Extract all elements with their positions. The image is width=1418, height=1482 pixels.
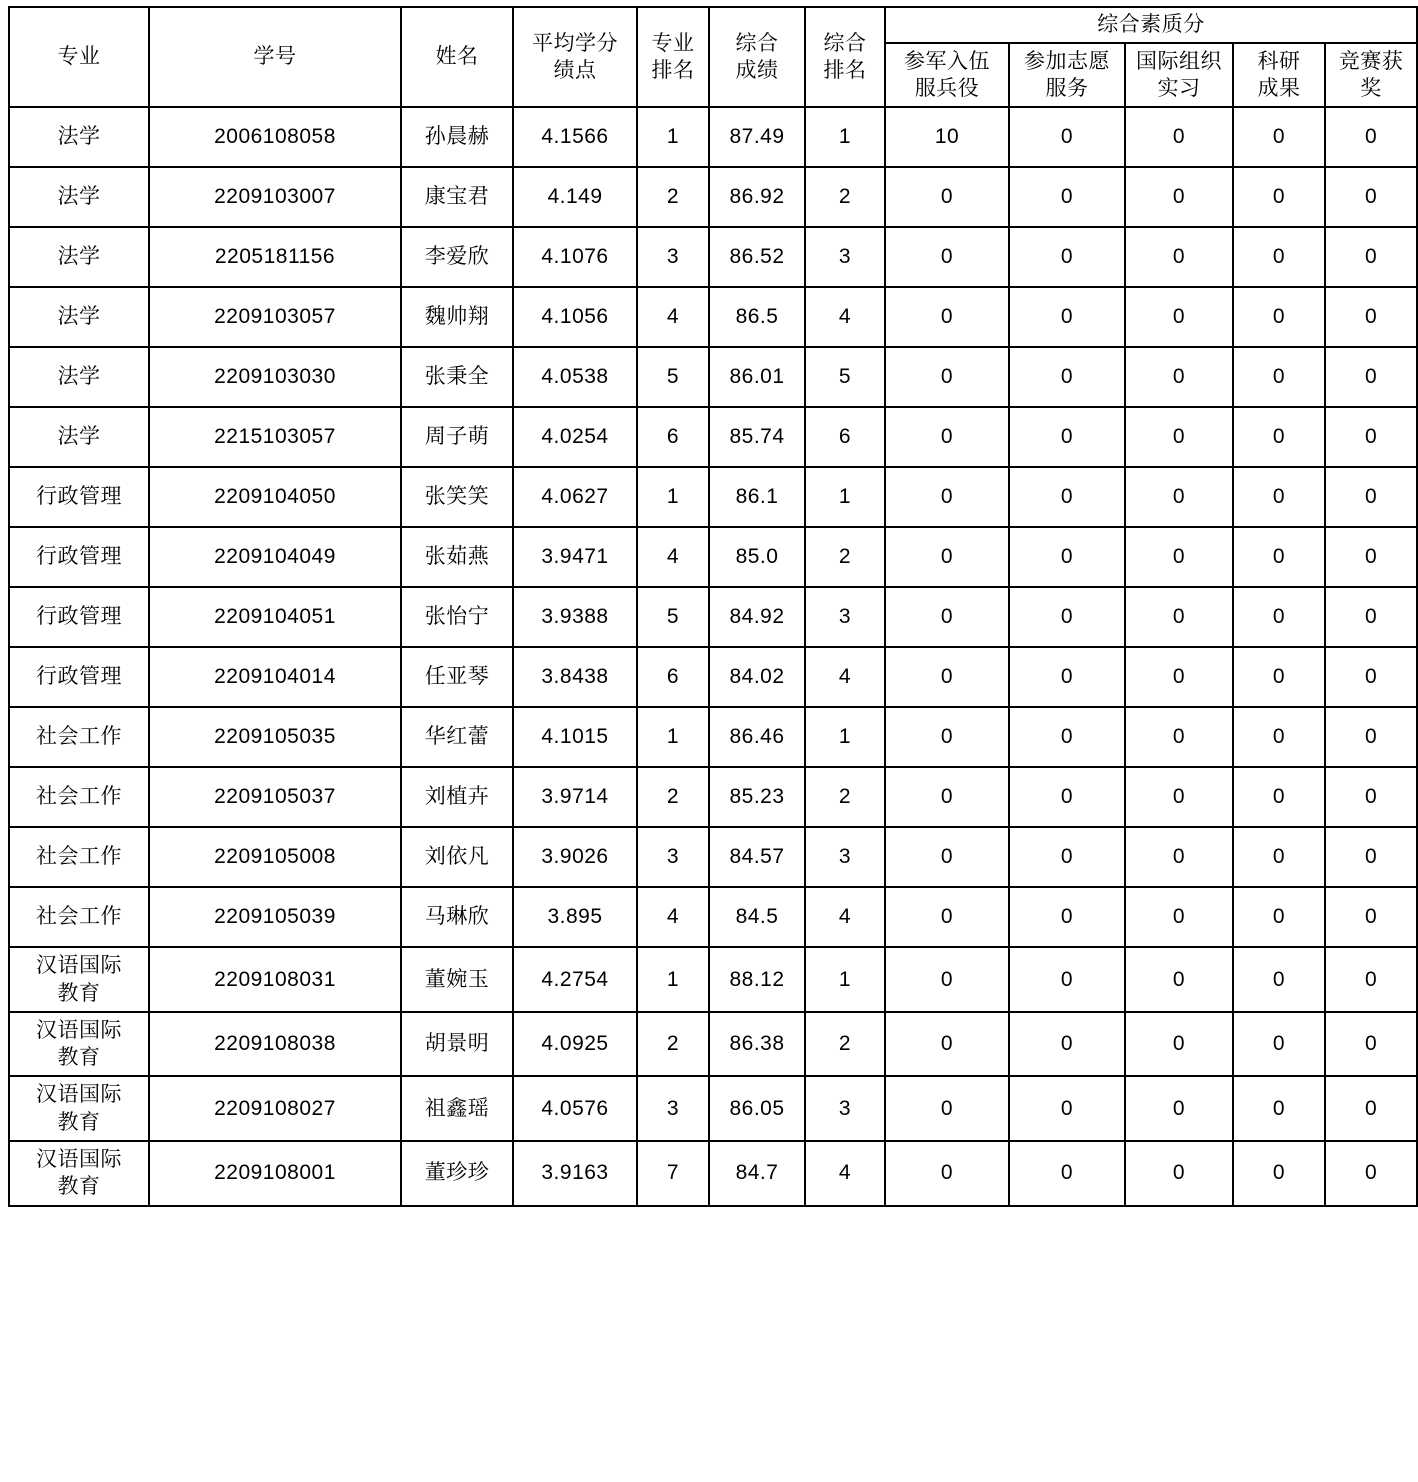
cell-overall-rank: 3 [805,227,885,287]
cell-competition-award: 0 [1325,347,1417,407]
cell-student-id: 2205181156 [149,227,401,287]
cell-gpa: 4.2754 [513,947,637,1012]
cell-student-id: 2209103007 [149,167,401,227]
cell-military-service: 0 [885,347,1009,407]
cell-military-service: 0 [885,767,1009,827]
cell-major [9,1012,149,1077]
header-competition-line1: 竞赛获 [1338,49,1404,73]
cell-student-id: 2209108001 [149,1141,401,1206]
header-military-line1: 参军入伍 [904,49,990,73]
cell-research-output: 0 [1233,587,1325,647]
cell-student-id: 2209104050 [149,467,401,527]
cell-intl-org-internship: 0 [1125,407,1233,467]
cell-major-rank: 2 [637,767,709,827]
cell-major-rank: 1 [637,947,709,1012]
cell-name: 张怡宁 [401,587,513,647]
cell-military-service: 0 [885,707,1009,767]
cell-intl-org-internship: 0 [1125,1141,1233,1206]
cell-student-id: 2209105008 [149,827,401,887]
cell-competition-award: 0 [1325,767,1417,827]
cell-overall-rank: 1 [805,707,885,767]
cell-major: 行政管理 [9,467,149,527]
table-row [9,227,1417,287]
cell-competition-award: 0 [1325,947,1417,1012]
header-volunteer-line1: 参加志愿 [1024,49,1110,73]
cell-major: 行政管理 [9,587,149,647]
cell-competition-award: 0 [1325,107,1417,167]
cell-military-service: 0 [885,947,1009,1012]
header-competition-line2: 奖 [1360,76,1382,100]
cell-research-output: 0 [1233,827,1325,887]
cell-volunteer-service: 0 [1009,647,1125,707]
cell-major: 法学 [9,407,149,467]
cell-name: 任亚琴 [401,647,513,707]
cell-gpa: 4.0925 [513,1012,637,1077]
cell-volunteer-service: 0 [1009,947,1125,1012]
table-row [9,107,1417,167]
cell-military-service: 0 [885,167,1009,227]
cell-total-score: 84.92 [709,587,805,647]
cell-major-line2: 教育 [57,981,101,1005]
cell-major-rank: 3 [637,227,709,287]
cell-gpa: 4.1076 [513,227,637,287]
cell-major-line2: 教育 [57,1175,101,1199]
cell-major-rank: 4 [637,887,709,947]
header-military-service [885,43,1009,108]
cell-competition-award: 0 [1325,887,1417,947]
cell-competition-award: 0 [1325,467,1417,527]
cell-intl-org-internship: 0 [1125,347,1233,407]
cell-name: 张秉全 [401,347,513,407]
cell-major-rank: 1 [637,467,709,527]
cell-overall-rank: 2 [805,527,885,587]
cell-total-score: 86.38 [709,1012,805,1077]
cell-student-id: 2215103057 [149,407,401,467]
header-military-line2: 服兵役 [914,76,980,100]
header-intl-org-line1: 国际组织 [1136,49,1222,73]
cell-competition-award: 0 [1325,287,1417,347]
cell-overall-rank: 4 [805,287,885,347]
cell-name: 周子萌 [401,407,513,467]
cell-volunteer-service: 0 [1009,887,1125,947]
cell-gpa: 4.1566 [513,107,637,167]
cell-intl-org-internship: 0 [1125,107,1233,167]
cell-total-score: 86.92 [709,167,805,227]
cell-gpa: 4.1015 [513,707,637,767]
cell-intl-org-internship: 0 [1125,827,1233,887]
cell-competition-award: 0 [1325,227,1417,287]
header-research-output [1233,43,1325,108]
cell-total-score: 86.01 [709,347,805,407]
cell-major-rank: 7 [637,1141,709,1206]
cell-major-line1: 汉语国际 [36,1147,122,1171]
cell-major-rank: 4 [637,287,709,347]
cell-major: 法学 [9,167,149,227]
cell-volunteer-service: 0 [1009,1141,1125,1206]
cell-overall-rank: 1 [805,947,885,1012]
cell-overall-rank: 4 [805,1141,885,1206]
cell-major-rank: 6 [637,647,709,707]
cell-major: 社会工作 [9,767,149,827]
cell-gpa: 3.8438 [513,647,637,707]
cell-research-output: 0 [1233,227,1325,287]
header-major-rank-line1: 专业 [651,31,695,55]
cell-intl-org-internship: 0 [1125,767,1233,827]
table-row [9,527,1417,587]
cell-research-output: 0 [1233,647,1325,707]
cell-research-output: 0 [1233,287,1325,347]
cell-name: 董婉玉 [401,947,513,1012]
student-grade-table [8,6,1418,1207]
cell-total-score: 85.74 [709,407,805,467]
cell-gpa: 4.0576 [513,1076,637,1141]
cell-military-service: 0 [885,467,1009,527]
cell-overall-rank: 6 [805,407,885,467]
table-row [9,947,1417,1012]
cell-research-output: 0 [1233,347,1325,407]
cell-intl-org-internship: 0 [1125,527,1233,587]
header-row-top [9,7,1417,43]
cell-student-id: 2209108031 [149,947,401,1012]
cell-competition-award: 0 [1325,1141,1417,1206]
table-body [9,107,1417,1205]
cell-major: 行政管理 [9,647,149,707]
cell-name: 刘依凡 [401,827,513,887]
cell-total-score: 86.46 [709,707,805,767]
cell-competition-award: 0 [1325,527,1417,587]
cell-name: 李爱欣 [401,227,513,287]
header-gpa-line2: 绩点 [553,59,597,83]
cell-student-id: 2209104051 [149,587,401,647]
table-row [9,1141,1417,1206]
cell-major-line2: 教育 [57,1110,101,1134]
cell-total-score: 84.7 [709,1141,805,1206]
header-name: 姓名 [401,7,513,107]
header-total-score [709,7,805,107]
cell-research-output: 0 [1233,947,1325,1012]
cell-intl-org-internship: 0 [1125,167,1233,227]
cell-gpa: 3.9471 [513,527,637,587]
cell-student-id: 2209105035 [149,707,401,767]
cell-research-output: 0 [1233,467,1325,527]
cell-total-score: 86.52 [709,227,805,287]
cell-competition-award: 0 [1325,1076,1417,1141]
cell-major-rank: 2 [637,1012,709,1077]
cell-total-score: 86.5 [709,287,805,347]
cell-major-rank: 5 [637,587,709,647]
header-total-score-line1: 综合 [735,31,779,55]
header-gpa-line1: 平均学分 [532,31,618,55]
header-major-rank-line2: 排名 [651,59,695,83]
cell-volunteer-service: 0 [1009,1076,1125,1141]
cell-overall-rank: 4 [805,647,885,707]
cell-volunteer-service: 0 [1009,167,1125,227]
table-row [9,1076,1417,1141]
cell-gpa: 4.0627 [513,467,637,527]
cell-research-output: 0 [1233,1012,1325,1077]
cell-major: 社会工作 [9,827,149,887]
cell-name: 张茹燕 [401,527,513,587]
cell-intl-org-internship: 0 [1125,1012,1233,1077]
header-research-line2: 成果 [1257,76,1301,100]
cell-total-score: 87.49 [709,107,805,167]
cell-military-service: 0 [885,527,1009,587]
cell-intl-org-internship: 0 [1125,1076,1233,1141]
cell-volunteer-service: 0 [1009,827,1125,887]
cell-military-service: 0 [885,647,1009,707]
cell-major-rank: 6 [637,407,709,467]
cell-name: 祖鑫瑶 [401,1076,513,1141]
cell-overall-rank: 2 [805,167,885,227]
cell-name: 康宝君 [401,167,513,227]
cell-volunteer-service: 0 [1009,287,1125,347]
cell-major-line1: 汉语国际 [36,954,122,978]
header-major-rank [637,7,709,107]
cell-military-service: 0 [885,887,1009,947]
cell-student-id: 2209104049 [149,527,401,587]
table-row [9,647,1417,707]
cell-total-score: 84.02 [709,647,805,707]
cell-major-rank: 5 [637,347,709,407]
cell-military-service: 0 [885,1012,1009,1077]
cell-major [9,1076,149,1141]
cell-major-rank: 3 [637,827,709,887]
cell-volunteer-service: 0 [1009,107,1125,167]
cell-overall-rank: 3 [805,827,885,887]
cell-total-score: 85.23 [709,767,805,827]
cell-gpa: 4.0538 [513,347,637,407]
cell-major: 社会工作 [9,887,149,947]
cell-research-output: 0 [1233,707,1325,767]
cell-major [9,1141,149,1206]
cell-volunteer-service: 0 [1009,227,1125,287]
cell-major: 法学 [9,347,149,407]
cell-research-output: 0 [1233,1076,1325,1141]
cell-gpa: 4.1056 [513,287,637,347]
cell-major-line1: 汉语国际 [36,1018,122,1042]
table-row [9,1012,1417,1077]
cell-overall-rank: 2 [805,767,885,827]
table-header [9,7,1417,107]
table-row [9,467,1417,527]
cell-intl-org-internship: 0 [1125,947,1233,1012]
cell-gpa: 4.0254 [513,407,637,467]
cell-student-id: 2209104014 [149,647,401,707]
cell-student-id: 2209103030 [149,347,401,407]
cell-major-rank: 3 [637,1076,709,1141]
cell-research-output: 0 [1233,527,1325,587]
cell-gpa: 3.9026 [513,827,637,887]
cell-name: 张笑笑 [401,467,513,527]
cell-volunteer-service: 0 [1009,1012,1125,1077]
cell-military-service: 0 [885,227,1009,287]
cell-volunteer-service: 0 [1009,527,1125,587]
cell-research-output: 0 [1233,887,1325,947]
cell-research-output: 0 [1233,1141,1325,1206]
cell-total-score: 86.05 [709,1076,805,1141]
cell-gpa: 3.895 [513,887,637,947]
cell-volunteer-service: 0 [1009,407,1125,467]
header-major: 专业 [9,7,149,107]
cell-major-rank: 4 [637,527,709,587]
cell-overall-rank: 5 [805,347,885,407]
cell-student-id: 2209108027 [149,1076,401,1141]
cell-intl-org-internship: 0 [1125,467,1233,527]
cell-total-score: 86.1 [709,467,805,527]
cell-military-service: 0 [885,587,1009,647]
table-row [9,167,1417,227]
table-row [9,827,1417,887]
table-row [9,347,1417,407]
table-row [9,287,1417,347]
cell-major-rank: 2 [637,167,709,227]
cell-military-service: 0 [885,827,1009,887]
header-quality-group: 综合素质分 [885,7,1417,43]
header-overall-rank-line1: 综合 [823,31,867,55]
cell-competition-award: 0 [1325,587,1417,647]
table-row [9,887,1417,947]
cell-military-service: 0 [885,287,1009,347]
cell-overall-rank: 2 [805,1012,885,1077]
table-row [9,767,1417,827]
cell-volunteer-service: 0 [1009,347,1125,407]
cell-volunteer-service: 0 [1009,587,1125,647]
cell-competition-award: 0 [1325,1012,1417,1077]
cell-intl-org-internship: 0 [1125,287,1233,347]
cell-military-service: 10 [885,107,1009,167]
cell-research-output: 0 [1233,407,1325,467]
cell-major: 法学 [9,287,149,347]
cell-total-score: 84.57 [709,827,805,887]
table-row [9,707,1417,767]
cell-major-line2: 教育 [57,1046,101,1070]
table-row [9,587,1417,647]
cell-major-rank: 1 [637,707,709,767]
cell-student-id: 2209103057 [149,287,401,347]
cell-name: 董珍珍 [401,1141,513,1206]
cell-intl-org-internship: 0 [1125,587,1233,647]
cell-overall-rank: 1 [805,467,885,527]
cell-competition-award: 0 [1325,827,1417,887]
header-competition-award [1325,43,1417,108]
cell-gpa: 3.9163 [513,1141,637,1206]
cell-research-output: 0 [1233,167,1325,227]
cell-major-rank: 1 [637,107,709,167]
cell-competition-award: 0 [1325,647,1417,707]
header-student-id: 学号 [149,7,401,107]
cell-name: 华红蕾 [401,707,513,767]
cell-overall-rank: 4 [805,887,885,947]
cell-intl-org-internship: 0 [1125,227,1233,287]
cell-major: 法学 [9,107,149,167]
cell-student-id: 2209108038 [149,1012,401,1077]
header-intl-org-line2: 实习 [1157,76,1201,100]
cell-name: 胡景明 [401,1012,513,1077]
cell-intl-org-internship: 0 [1125,707,1233,767]
header-gpa [513,7,637,107]
table-row [9,407,1417,467]
header-overall-rank [805,7,885,107]
cell-major [9,947,149,1012]
header-total-score-line2: 成绩 [735,59,779,83]
cell-total-score: 84.5 [709,887,805,947]
header-research-line1: 科研 [1257,49,1301,73]
cell-major: 行政管理 [9,527,149,587]
cell-overall-rank: 3 [805,1076,885,1141]
cell-overall-rank: 1 [805,107,885,167]
cell-name: 刘植卉 [401,767,513,827]
cell-competition-award: 0 [1325,167,1417,227]
cell-name: 马琳欣 [401,887,513,947]
cell-competition-award: 0 [1325,407,1417,467]
cell-major-line1: 汉语国际 [36,1083,122,1107]
cell-intl-org-internship: 0 [1125,887,1233,947]
cell-military-service: 0 [885,1141,1009,1206]
cell-volunteer-service: 0 [1009,467,1125,527]
cell-volunteer-service: 0 [1009,767,1125,827]
cell-military-service: 0 [885,1076,1009,1141]
header-volunteer-line2: 服务 [1045,76,1089,100]
cell-major: 社会工作 [9,707,149,767]
cell-student-id: 2209105037 [149,767,401,827]
cell-major: 法学 [9,227,149,287]
cell-name: 孙晨赫 [401,107,513,167]
cell-gpa: 3.9388 [513,587,637,647]
cell-total-score: 88.12 [709,947,805,1012]
header-intl-org-internship [1125,43,1233,108]
cell-intl-org-internship: 0 [1125,647,1233,707]
cell-research-output: 0 [1233,767,1325,827]
cell-volunteer-service: 0 [1009,707,1125,767]
cell-student-id: 2006108058 [149,107,401,167]
cell-gpa: 4.149 [513,167,637,227]
cell-student-id: 2209105039 [149,887,401,947]
cell-competition-award: 0 [1325,707,1417,767]
header-volunteer-service [1009,43,1125,108]
cell-overall-rank: 3 [805,587,885,647]
cell-total-score: 85.0 [709,527,805,587]
cell-research-output: 0 [1233,107,1325,167]
cell-military-service: 0 [885,407,1009,467]
cell-gpa: 3.9714 [513,767,637,827]
header-overall-rank-line2: 排名 [823,59,867,83]
cell-name: 魏帅翔 [401,287,513,347]
